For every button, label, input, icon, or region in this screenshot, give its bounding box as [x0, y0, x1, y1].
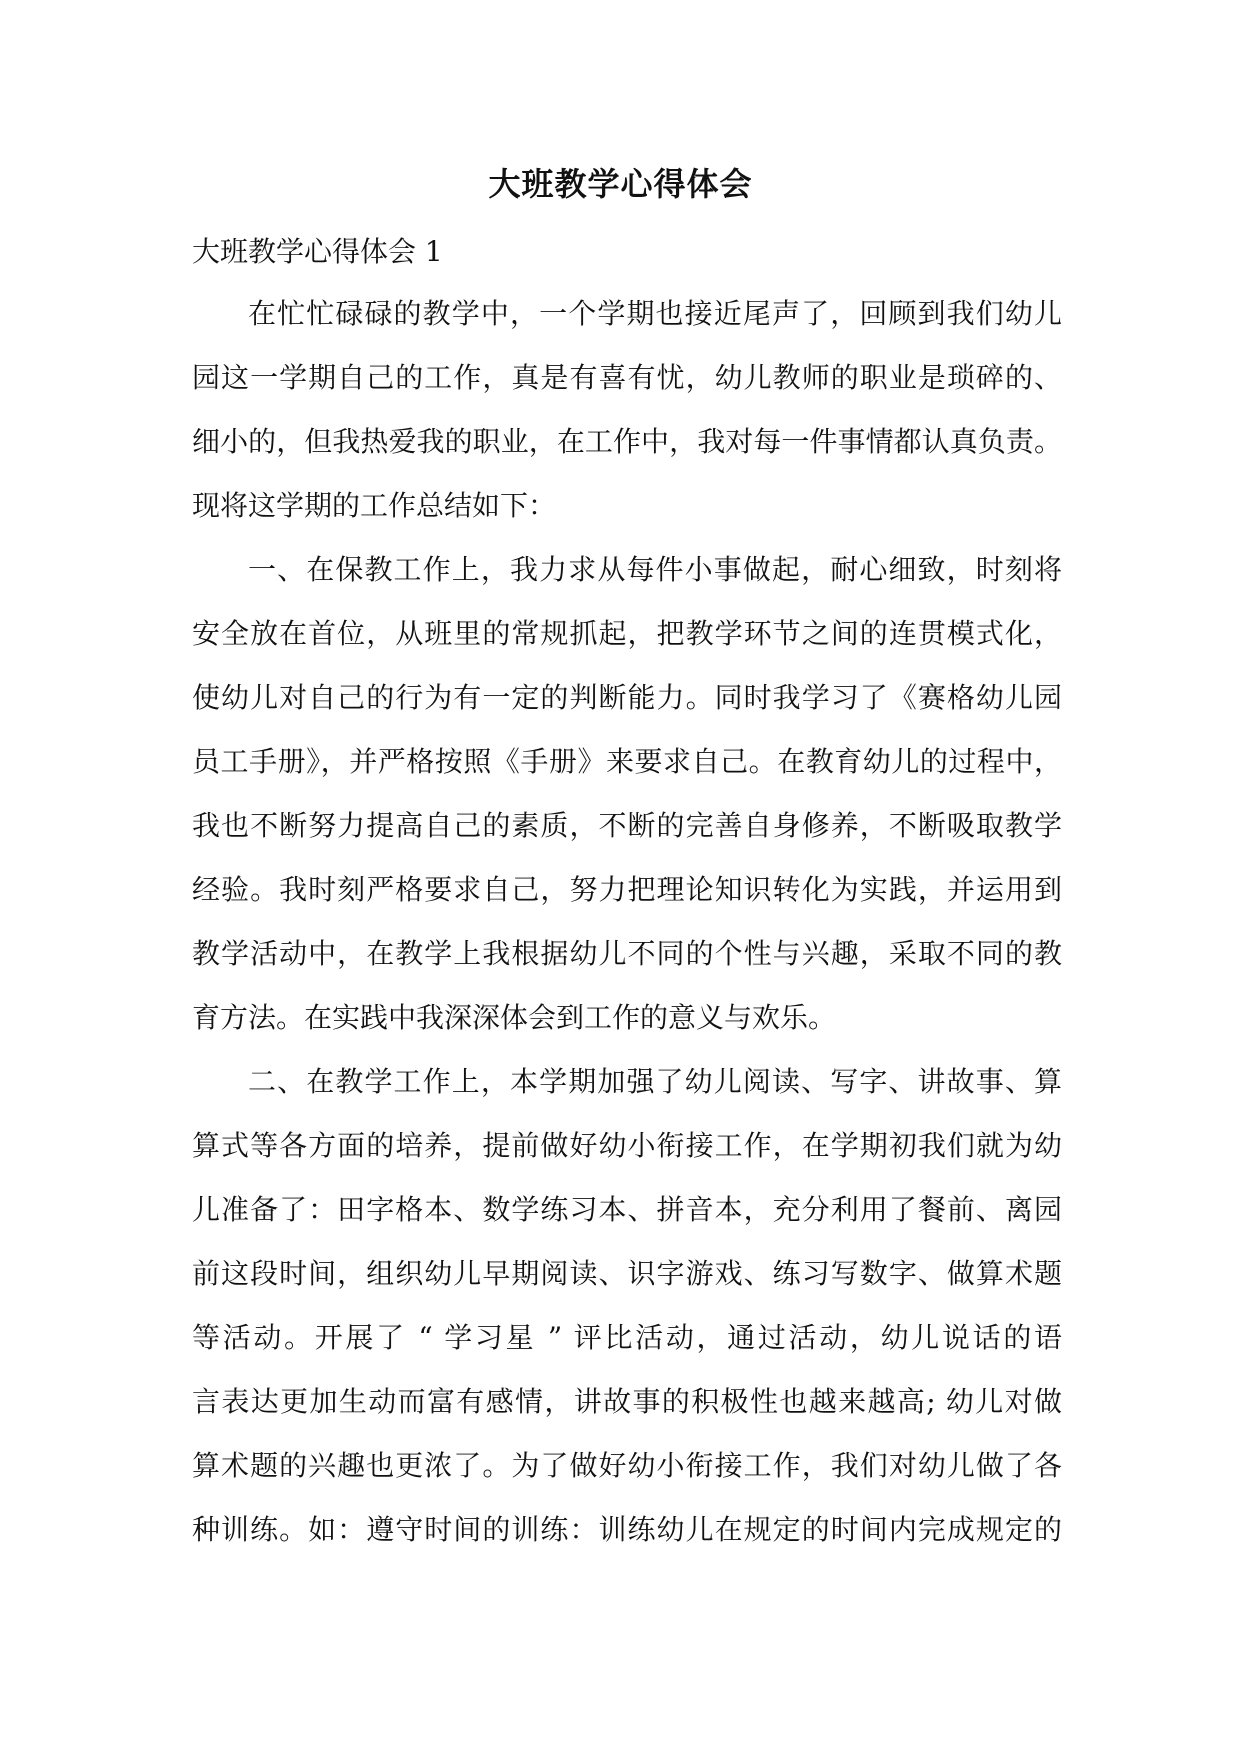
- text-line: 现将这学期的工作总结如下：: [192, 489, 557, 522]
- text-line: 育方法。在实践中我深深体会到工作的意义与欢乐。: [192, 1001, 837, 1034]
- text-line: 二、在教学工作上，本学期加强了幼儿阅读、写字、讲故事、算: [248, 1065, 1062, 1098]
- text-line: 经验。我时刻严格要求自己，努力把理论知识转化为实践，并运用到: [192, 873, 1062, 906]
- text-line: 等活动。开展了 “ 学习星 ” 评比活动，通过活动，幼儿说话的语: [192, 1321, 1062, 1354]
- text-line: 种训练。如：遵守时间的训练：训练幼儿在规定的时间内完成规定的: [192, 1513, 1062, 1546]
- text-line: 算术题的兴趣也更浓了。为了做好幼小衔接工作，我们对幼儿做了各: [192, 1449, 1062, 1482]
- text-line: 在忙忙碌碌的教学中，一个学期也接近尾声了，回顾到我们幼儿: [248, 297, 1062, 330]
- text-line: 安全放在首位，从班里的常规抓起，把教学环节之间的连贯模式化，: [192, 617, 1062, 650]
- text-line: 教学活动中，在教学上我根据幼儿不同的个性与兴趣，采取不同的教: [192, 937, 1062, 970]
- text-line: 我也不断努力提高自己的素质，不断的完善自身修养，不断吸取教学: [192, 809, 1062, 842]
- document-body: [192, 288, 1062, 1568]
- document-title: 大班教学心得体会: [488, 165, 753, 203]
- text-line: 员工手册》，并严格按照《手册》来要求自己。在教育幼儿的过程中，: [192, 745, 1062, 778]
- text-line: 儿准备了：田字格本、数学练习本、拼音本，充分利用了餐前、离园: [192, 1193, 1062, 1226]
- text-line: 细小的，但我热爱我的职业，在工作中，我对每一件事情都认真负责。: [192, 425, 1062, 458]
- text-line: 使幼儿对自己的行为有一定的判断能力。同时我学习了《赛格幼儿园: [192, 681, 1062, 714]
- text-line: 园这一学期自己的工作，真是有喜有忧，幼儿教师的职业是琐碎的、: [192, 361, 1062, 394]
- text-line: 一、在保教工作上，我力求从每件小事做起，耐心细致，时刻将: [248, 553, 1062, 586]
- text-line: 言表达更加生动而富有感情，讲故事的积极性也越来越高; 幼儿对做: [192, 1385, 1062, 1418]
- section-heading: 大班教学心得体会 1: [192, 235, 443, 268]
- text-line: 前这段时间，组织幼儿早期阅读、识字游戏、练习写数字、做算术题: [192, 1257, 1062, 1290]
- text-line: 算式等各方面的培养，提前做好幼小衔接工作，在学期初我们就为幼: [192, 1129, 1062, 1162]
